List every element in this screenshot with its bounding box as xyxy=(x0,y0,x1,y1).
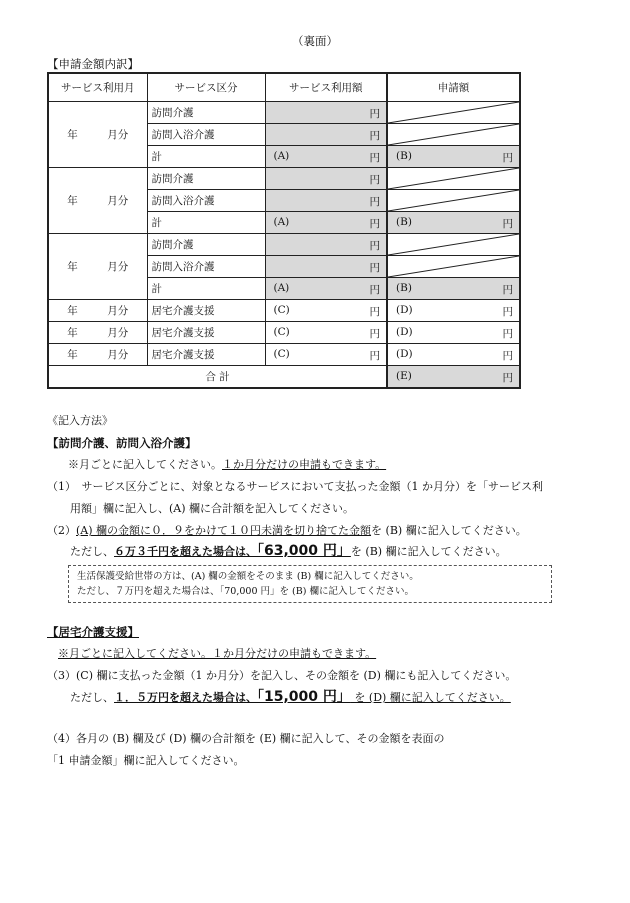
subtotal-a-cell[interactable]: (A) 円 xyxy=(265,212,387,234)
service-category-cell: 訪問介護 xyxy=(147,102,265,124)
welfare-note-box xyxy=(68,565,552,603)
home-care-support-row xyxy=(48,344,520,366)
service-category-cell: 計 xyxy=(147,212,265,234)
service-amount-cell[interactable]: 円 xyxy=(265,168,387,190)
instr-line-10: 「1 申請金額」欄に記入してください。 xyxy=(47,754,245,767)
instr-line-3: 用額」欄に記入し、(A) 欄に合計額を記入してください。 xyxy=(70,502,355,515)
service-amount-cell[interactable]: 円 xyxy=(265,124,387,146)
instr-line-6: ※月ごとに記入してください。１か月分だけの申請もできます。 xyxy=(58,647,377,660)
instr-line-1: ※月ごとに記入してください。１か月分だけの申請もできます。 xyxy=(68,458,387,471)
instr-line-7: （3）(C) 欄に支払った金額（1 か月分）を記入し、その金額を (D) 欄にも記入してください。 xyxy=(47,669,517,682)
welfare-note-2: ただし、７万円を超えた場合は、「70,000 円」を (B) 欄に記入してください。 xyxy=(77,586,414,597)
table-header-row xyxy=(48,73,520,102)
instr-line-4: （2）(A) 欄の金額に０．９をかけて１０円未満を切り捨てた金額を (B) 欄に記入してください。 xyxy=(47,524,527,537)
service-amount-cell[interactable]: 円 xyxy=(265,234,387,256)
instructions-title: 《記入方法》 xyxy=(47,414,113,427)
heading-visit-care: 【訪問介護、訪問入浴介護】 xyxy=(47,436,197,450)
application-b-cell[interactable]: (B) 円 xyxy=(387,212,520,234)
header-application-amount: 申請額 xyxy=(387,73,520,102)
service-category-cell: 訪問入浴介護 xyxy=(147,190,265,212)
home-care-support-row xyxy=(48,322,520,344)
instr-line-5: ただし、６万３千円を超えた場合は、「63,000 円」を (B) 欄に記入してください。 xyxy=(70,543,507,559)
application-d-cell[interactable]: (D) 円 xyxy=(387,322,520,344)
header-service-category: サービス区分 xyxy=(147,73,265,102)
instr-line-8: ただし、１．５万円を超えた場合は、「15,000 円」 を (D) 欄に記入してください。 xyxy=(70,689,511,705)
home-care-support-row xyxy=(48,300,520,322)
heading-home-care-support: 【居宅介護支援】 xyxy=(47,625,139,639)
service-month-cell[interactable]: 年 月分 xyxy=(48,102,147,168)
section-label: 【申請金額内訳】 xyxy=(47,57,139,71)
service-category-cell: 計 xyxy=(147,146,265,168)
application-d-cell[interactable]: (D) 円 xyxy=(387,300,520,322)
page-title: （裏面） xyxy=(292,34,338,48)
slashed-cell xyxy=(387,256,520,278)
instr-line-2: （1） サービス区分ごとに、対象となるサービスにおいて支払った金額（1 か月分）を「サービス利 xyxy=(47,480,543,493)
total-row xyxy=(48,366,520,389)
service-month-cell[interactable]: 年 月分 xyxy=(48,168,147,234)
visit-row xyxy=(48,168,520,190)
service-category-cell: 訪問入浴介護 xyxy=(147,124,265,146)
header-service-amount: サービス利用額 xyxy=(265,73,387,102)
service-month-cell[interactable]: 年 月分 xyxy=(48,322,147,344)
service-category-cell: 居宅介護支援 xyxy=(147,300,265,322)
service-month-cell[interactable]: 年 月分 xyxy=(48,344,147,366)
slashed-cell xyxy=(387,234,520,256)
amount-c-cell[interactable]: (C) 円 xyxy=(265,300,387,322)
amount-c-cell[interactable]: (C) 円 xyxy=(265,322,387,344)
slashed-cell xyxy=(387,168,520,190)
instr-line-9: （4）各月の (B) 欄及び (D) 欄の合計額を (E) 欄に記入して、その金額を表面の xyxy=(47,732,445,745)
service-amount-cell[interactable]: 円 xyxy=(265,190,387,212)
yen-unit: 円 xyxy=(502,372,513,384)
welfare-note-1: 生活保護受給世帯の方は、(A) 欄の金額をそのまま (B) 欄に記入してください。 xyxy=(77,571,419,582)
subtotal-a-cell[interactable]: (A) 円 xyxy=(265,278,387,300)
service-category-cell: 計 xyxy=(147,278,265,300)
amount-c-cell[interactable]: (C) 円 xyxy=(265,344,387,366)
total-label: 合 計 xyxy=(48,366,387,389)
service-category-cell: 居宅介護支援 xyxy=(147,344,265,366)
service-month-cell[interactable]: 年 月分 xyxy=(48,234,147,300)
subtotal-a-cell[interactable]: (A) 円 xyxy=(265,146,387,168)
service-amount-cell[interactable]: 円 xyxy=(265,256,387,278)
application-d-cell[interactable]: (D) 円 xyxy=(387,344,520,366)
service-category-cell: 訪問介護 xyxy=(147,168,265,190)
service-category-cell: 訪問入浴介護 xyxy=(147,256,265,278)
slashed-cell xyxy=(387,190,520,212)
slashed-cell xyxy=(387,124,520,146)
visit-row xyxy=(48,234,520,256)
application-amount-table xyxy=(47,72,521,389)
slashed-cell xyxy=(387,102,520,124)
mark-e: (E) xyxy=(396,370,412,382)
visit-row xyxy=(48,102,520,124)
header-service-month: サービス利用月 xyxy=(48,73,147,102)
total-e-cell[interactable] xyxy=(387,366,520,389)
application-b-cell[interactable]: (B) 円 xyxy=(387,278,520,300)
service-month-cell[interactable]: 年 月分 xyxy=(48,300,147,322)
service-category-cell: 訪問介護 xyxy=(147,234,265,256)
application-b-cell[interactable]: (B) 円 xyxy=(387,146,520,168)
service-category-cell: 居宅介護支援 xyxy=(147,322,265,344)
service-amount-cell[interactable]: 円 xyxy=(265,102,387,124)
